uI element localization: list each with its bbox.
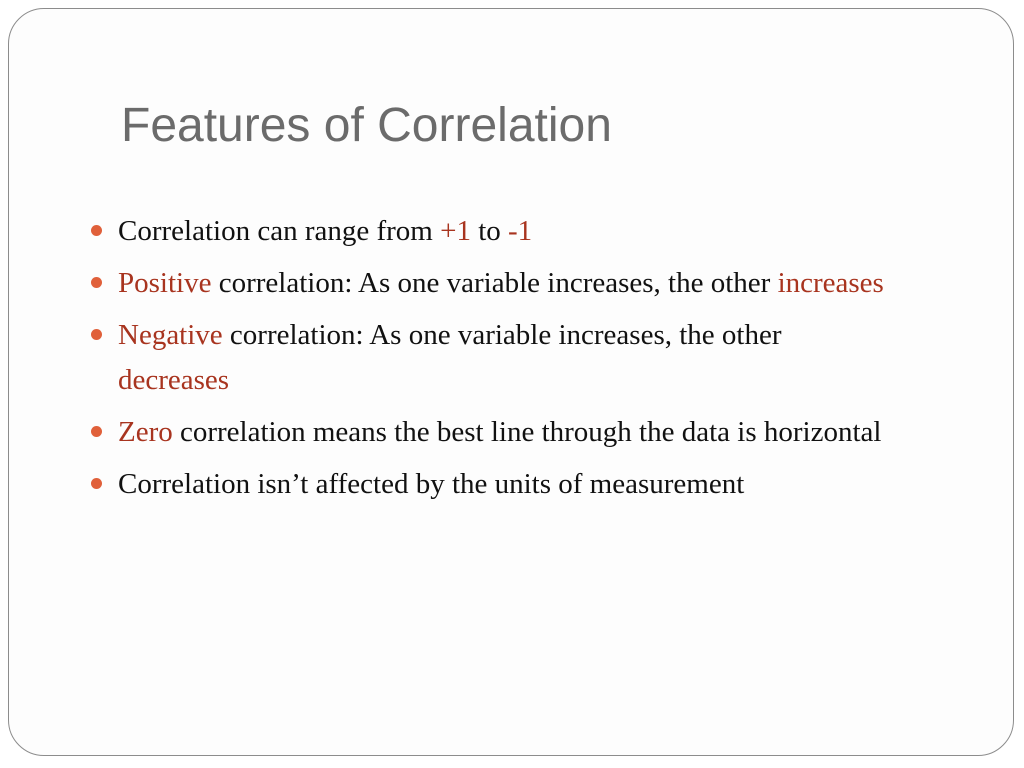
- bullet-text: correlation: As one variable increases, the other: [222, 319, 782, 351]
- slide-title: Features of Correlation: [121, 99, 612, 152]
- bullet-text: to: [470, 215, 509, 247]
- highlight-decreases: decreases: [118, 364, 230, 396]
- slide-frame: [8, 8, 1014, 756]
- bullet-item-range: [89, 209, 889, 254]
- bullet-list: [89, 209, 889, 514]
- bullet-item-positive: [89, 261, 889, 306]
- highlight-minus-one: -1: [508, 215, 533, 247]
- bullet-text: Correlation isn’t affected by the units of measurement: [118, 468, 745, 500]
- highlight-positive: Positive: [118, 267, 212, 299]
- bullet-item-zero: [89, 410, 889, 455]
- bullet-dot-icon: [91, 478, 102, 489]
- bullet-dot-icon: [91, 277, 102, 288]
- bullet-dot-icon: [91, 329, 102, 340]
- highlight-zero: Zero: [118, 416, 173, 448]
- bullet-text: correlation: As one variable increases, the other: [211, 267, 778, 299]
- highlight-plus-one: +1: [440, 215, 471, 247]
- bullet-text: correlation means the best line through the data is horizontal: [172, 416, 882, 448]
- bullet-item-negative: [89, 313, 889, 403]
- bullet-text: Correlation can range from: [118, 215, 441, 247]
- bullet-dot-icon: [91, 426, 102, 437]
- highlight-increases: increases: [777, 267, 884, 299]
- highlight-negative: Negative: [118, 319, 223, 351]
- bullet-item-units: [89, 462, 889, 507]
- bullet-dot-icon: [91, 225, 102, 236]
